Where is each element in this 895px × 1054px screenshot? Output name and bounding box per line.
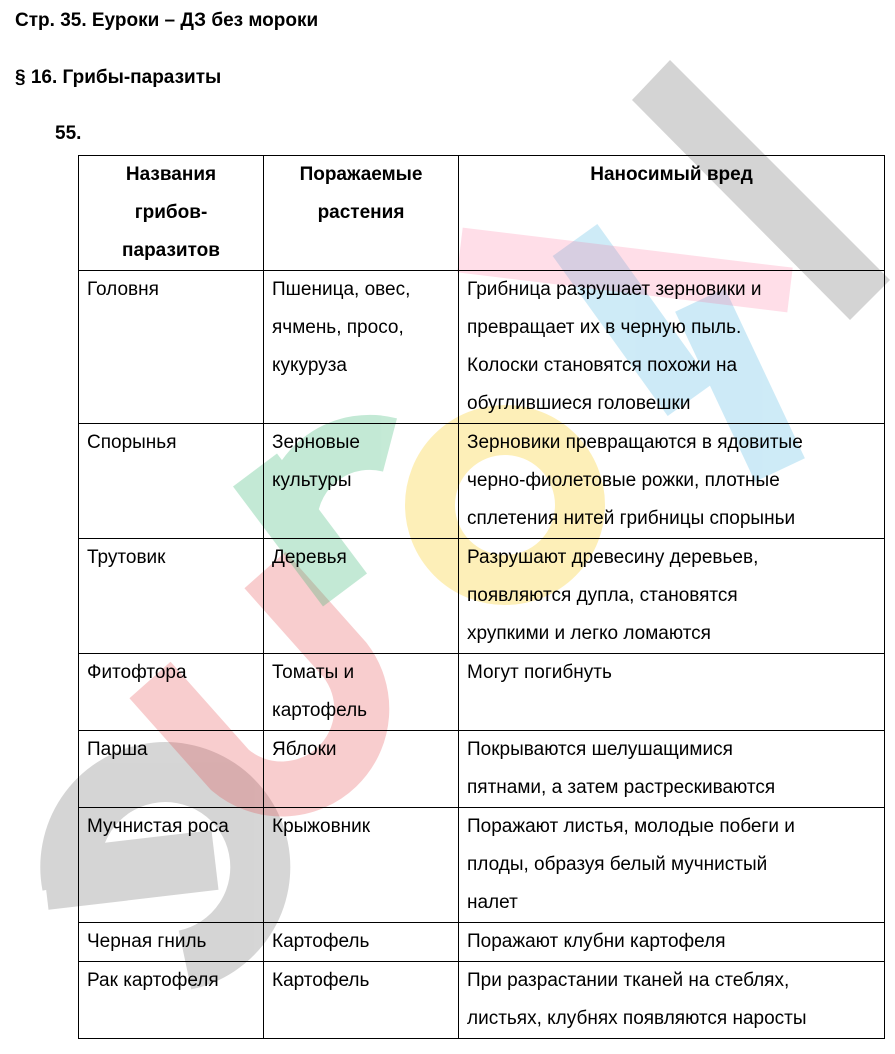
fungus-cell (79, 271, 264, 424)
cell-text: Грибница разрушает зерновики и превращает их в черную пыль. Колоски становятся похожи на обуглившиеся головешки (467, 279, 762, 414)
harm-cell (459, 923, 885, 962)
cell-text: Картофель (272, 931, 370, 952)
harm-cell (459, 424, 885, 539)
column-header-fungus (79, 156, 264, 271)
fungus-cell (79, 424, 264, 539)
plants-cell (264, 424, 459, 539)
fungus-cell (79, 731, 264, 808)
cell-text: Головня (87, 279, 159, 300)
table-row (79, 654, 885, 731)
cell-text: Спорынья (87, 432, 177, 453)
fungus-cell (79, 923, 264, 962)
harm-cell (459, 962, 885, 1039)
header-text: Поражаемые растения (299, 164, 423, 223)
table-row (79, 808, 885, 923)
task-number: 55. (55, 123, 82, 144)
plants-cell (264, 539, 459, 654)
fungus-cell (79, 962, 264, 1039)
header-text: Названия грибов- паразитов (122, 164, 220, 261)
cell-text: Зерновики превращаются в ядовитые черно-фиолетовые рожки, плотные сплетения нитей грибницы спорыньи (467, 432, 803, 529)
plants-cell (264, 271, 459, 424)
fungus-cell (79, 539, 264, 654)
column-header-harm (459, 156, 885, 271)
table-row (79, 539, 885, 654)
harm-cell (459, 271, 885, 424)
table-row (79, 923, 885, 962)
harm-cell (459, 731, 885, 808)
cell-text: Парша (87, 739, 148, 760)
cell-text: Поражают листья, молодые побеги и плоды, образуя белый мучнистый налет (467, 816, 795, 913)
cell-text: Поражают клубни картофеля (467, 931, 726, 952)
cell-text: Пшеница, овес, ячмень, просо, кукуруза (272, 279, 411, 376)
table-header-row (79, 156, 885, 271)
cell-text: Покрываются шелушащимися пятнами, а затем растрескиваются (467, 739, 776, 798)
fungus-cell (79, 808, 264, 923)
harm-cell (459, 539, 885, 654)
cell-text: Яблоки (272, 739, 337, 760)
cell-text: Рак картофеля (87, 970, 219, 991)
table-row (79, 731, 885, 808)
table-row (79, 424, 885, 539)
cell-text: Крыжовник (272, 816, 371, 837)
column-header-plants (264, 156, 459, 271)
header-text: Наносимый вред (590, 164, 753, 185)
harm-cell (459, 808, 885, 923)
cell-text: Черная гниль (87, 931, 207, 952)
plants-cell (264, 923, 459, 962)
plants-cell (264, 654, 459, 731)
cell-text: Томаты и картофель (272, 662, 368, 721)
section-title: § 16. Грибы-паразиты (15, 67, 222, 88)
cell-text: Трутовик (87, 547, 166, 568)
cell-text: Мучнистая роса (87, 816, 229, 837)
parasites-table (78, 155, 885, 1039)
table-row (79, 271, 885, 424)
harm-cell (459, 654, 885, 731)
plants-cell (264, 962, 459, 1039)
cell-text: При разрастании тканей на стеблях, листьях, клубнях появляются наросты (467, 970, 807, 1029)
cell-text: Могут погибнуть (467, 662, 612, 683)
cell-text: Разрушают древесину деревьев, появляются дупла, становятся хрупкими и легко ломаются (467, 547, 759, 644)
cell-text: Фитофтора (87, 662, 187, 683)
cell-text: Зерновые культуры (272, 432, 360, 491)
cell-text: Картофель (272, 970, 370, 991)
plants-cell (264, 808, 459, 923)
cell-text: Деревья (272, 547, 347, 568)
plants-cell (264, 731, 459, 808)
table-row (79, 962, 885, 1039)
page-header-title: Стр. 35. Еуроки – ДЗ без мороки (15, 10, 319, 31)
fungus-cell (79, 654, 264, 731)
